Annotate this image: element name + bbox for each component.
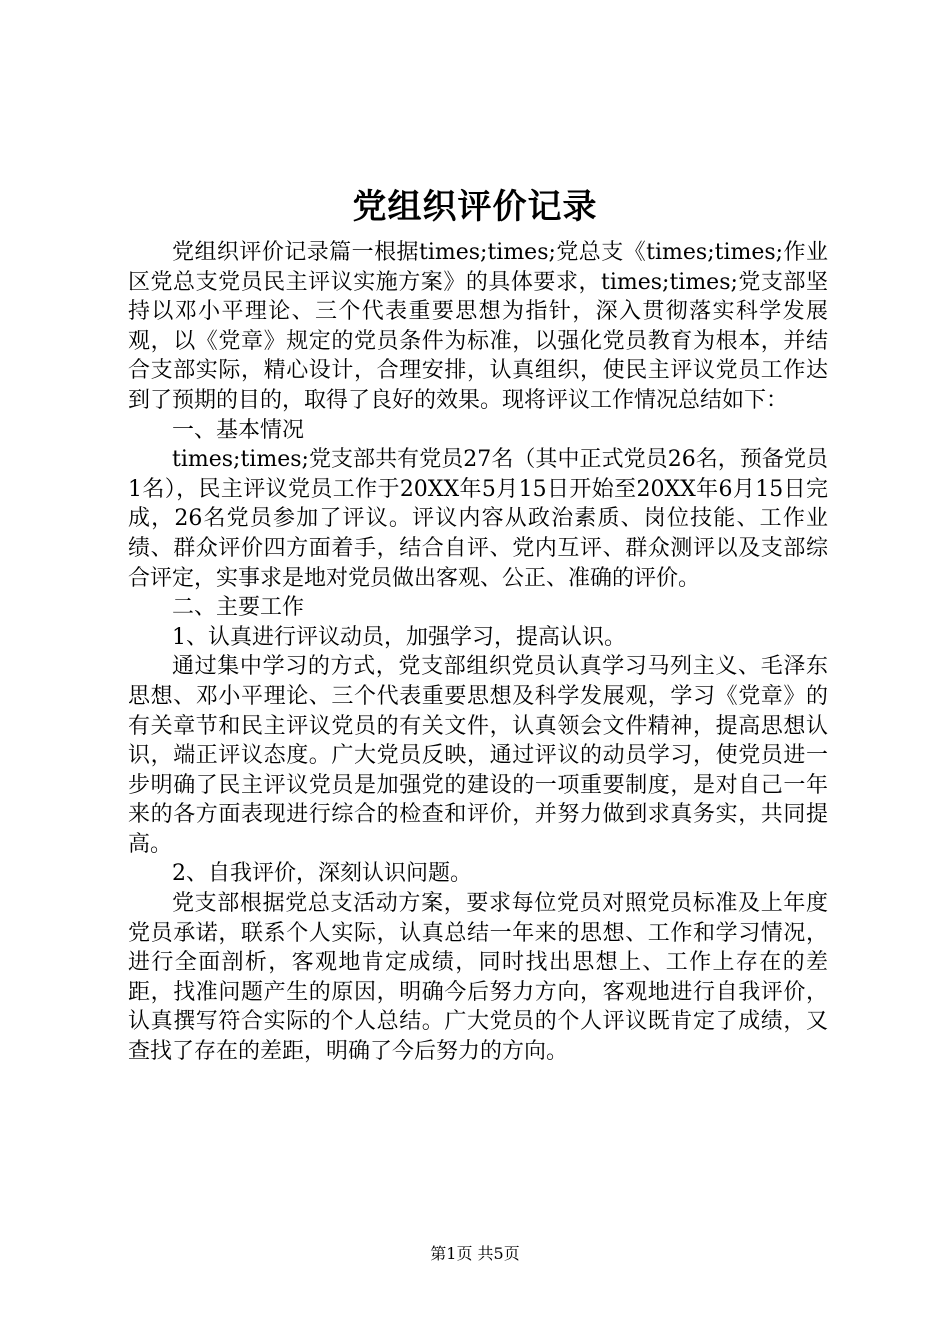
subheading-mobilization: 1、认真进行评议动员，加强学习，提高认识。 <box>172 624 626 650</box>
page-footer: 第1页 共5页 <box>430 1244 520 1263</box>
subheading-self-evaluation: 2、自我评价，深刻认识问题。 <box>172 861 472 887</box>
self-evaluation-paragraph: 党支部根据党总支活动方案，要求每位党员对照党员标准及上年度党员承诺，联系个人实际，认真总结一年来的思想、工作和学习情况，进行全面剖析，客观地肯定成绩，同时找出思想上、工作上存在的差距，找准问题产生的原因，明确今后努力方向，客观地进行自我评价，认真撰写符合实际的个人总结。广大党员的个人评议既肯定了成绩，又查找了存在的差距，明确了今后努力的方向。 <box>128 891 828 1065</box>
document-title: 党组织评价记录 <box>352 187 598 227</box>
document-body <box>128 238 828 1067</box>
mobilization-paragraph: 通过集中学习的方式，党支部组织党员认真学习马列主义、毛泽东思想、邓小平理论、三个代表重要思想及科学发展观，学习《党章》的有关章节和民主评议党员的有关文件，认真领会文件精神，提高思想认识，端正评议态度。广大党员反映，通过评议的动员学习，使党员进一步明确了民主评议党员是加强党的建设的一项重要制度，是对自己一年来的各方面表现进行综合的检查和评价，并努力做到求真务实，共同提高。 <box>128 654 828 857</box>
intro-paragraph: 党组织评价记录篇一根据times;times;党总支《times;times;作业区党总支党员民主评议实施方案》的具体要求，times;times;党支部坚持以邓小平理论、三个代表重要思想为指针，深入贯彻落实科学发展观，以《党章》规定的党员条件为标准，以强化党员教育为根本，并结合支部实际，精心设计，合理安排，认真组织，使民主评议党员工作达到了预期的目的，取得了良好的效果。现将评议工作情况总结如下： <box>128 240 828 413</box>
section-heading-basic: 一、基本情况 <box>172 417 305 443</box>
section-heading-main-work: 二、主要工作 <box>172 595 305 621</box>
basic-situation-paragraph: times;times;党支部共有党员27名（其中正式党员26名，预备党员1名），民主评议党员工作于20XX年5月15日开始至20XX年6月15日完成，26名党员参加了评议。评议内容从政治素质、岗位技能、工作业绩、群众评价四方面着手，结合自评、党内互评、群众测评以及支部综合评定，实事求是地对党员做出客观、公正、准确的评价。 <box>128 447 828 591</box>
